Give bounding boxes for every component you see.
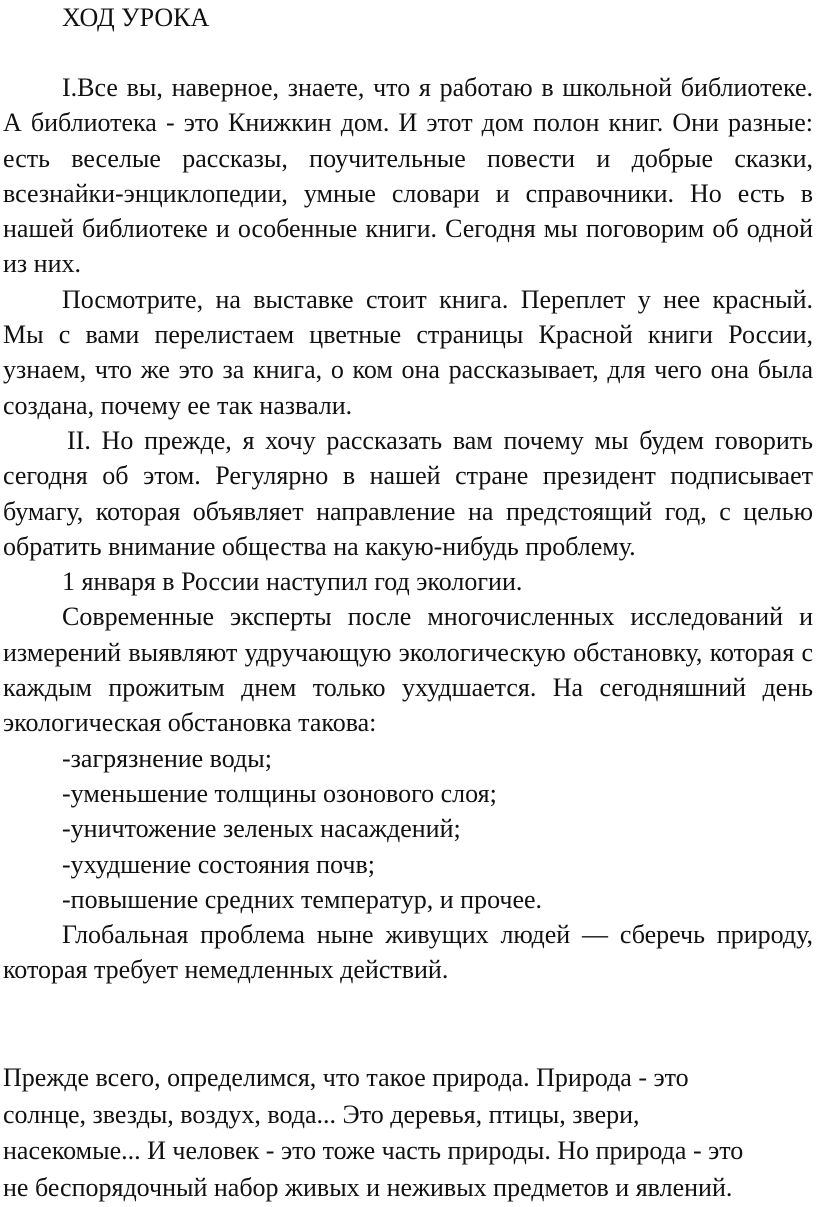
nature-line: Прежде всего, определимся, что такое природа. Природа - это (3, 1063, 689, 1092)
main-text-block (3, 70, 813, 988)
list-item: -повышение средних температур, и прочее. (62, 884, 543, 914)
document-heading: ХОД УРОКА (62, 3, 210, 32)
list-item: -уничтожение зеленых насаждений; (62, 814, 461, 844)
paragraph-global-problem: Глобальная проблема ныне живущих людей — сберечь природу, которая требует немедленных действий. (3, 920, 813, 985)
list-item: -загрязнение воды; (62, 743, 272, 773)
list-item: -уменьшение толщины озонового слоя; (62, 778, 497, 808)
paragraph-red-book: Посмотрите, на выставке стоит книга. Переплет у нее красный. Мы с вами перелистаем цветные страницы Красной книги России, узнаем, что же это за книга, о ком она рассказывает, для чего она была создана, почему ее так назвали. (3, 284, 813, 420)
paragraph-intro: I.Все вы, наверное, знаете, что я работаю в школьной библиотеке. А библиотека - это Книжкин дом. И этот дом полон книг. Они разные: есть веселые рассказы, поучительные повести и добрые сказки, всезнайки-энциклопедии, умные словари и справочники. Но есть в нашей библиотеке и особенные книги. Сегодня мы поговорим об одной из них. (3, 73, 813, 279)
nature-text-block (3, 1060, 813, 1206)
nature-line: насекомые... И человек - это тоже часть природы. Но природа - это (3, 1136, 744, 1165)
paragraph-experts: Современные эксперты после многочисленных исследований и измерений выявляют удручающую экологическую обстановку, которая с каждым прожитым днем только ухудшается. На сегодняшний день экологическая обстановка такова: (3, 602, 813, 738)
paragraph-reason: II. Но прежде, я хочу рассказать вам почему мы будем говорить сегодня об этом. Регулярно в нашей стране президент подписывает бумагу, которая объявляет направление на предстоящий год, с целью обратить внимание общества на какую-нибудь проблему. (3, 425, 813, 561)
nature-line: не беспорядочный набор живых и неживых предметов и явлений. (3, 1172, 733, 1202)
list-item: -ухудшение состояния почв; (62, 849, 376, 879)
nature-line: солнце, звезды, воздух, вода... Это деревья, птицы, звери, (3, 1099, 640, 1129)
paragraph-ecology-year: 1 января в России наступил год экологии. (62, 567, 523, 597)
